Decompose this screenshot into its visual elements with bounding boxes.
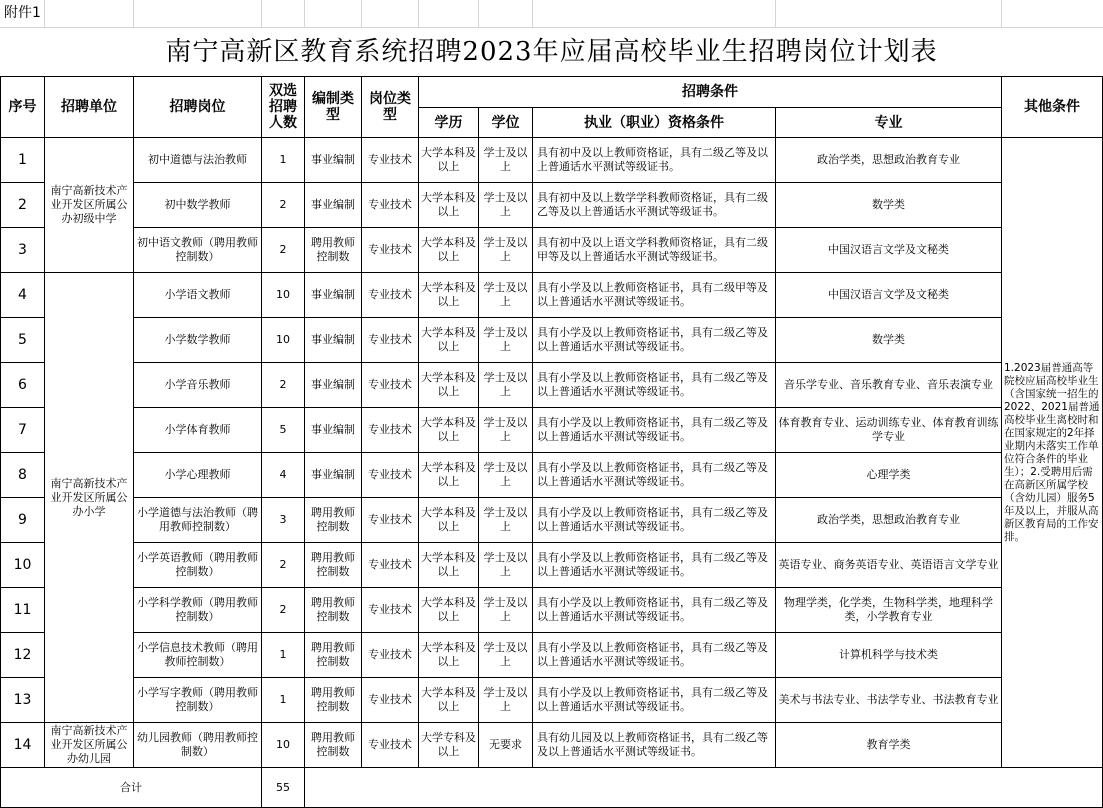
row-degree: 学士及以上	[479, 363, 533, 408]
row-position: 小学写字教师（聘用教师控制数）	[134, 678, 262, 723]
row-major: 政治学类，思想政治教育专业	[776, 138, 1002, 183]
table-row	[1, 543, 1103, 588]
header-staffing: 编制类型	[305, 77, 362, 138]
row-position: 小学数学教师	[134, 318, 262, 363]
row-education: 大学本科及以上	[419, 318, 479, 363]
row-post-type: 专业技术	[362, 453, 419, 498]
row-post-type: 专业技术	[362, 273, 419, 318]
row-major: 英语专业、商务英语专业、英语语言文学专业	[776, 543, 1002, 588]
row-position: 初中语文教师（聘用教师控制数）	[134, 228, 262, 273]
row-staffing: 事业编制	[305, 318, 362, 363]
row-count: 2	[262, 363, 305, 408]
row-post-type: 专业技术	[362, 408, 419, 453]
row-staffing: 事业编制	[305, 363, 362, 408]
row-degree: 学士及以上	[479, 498, 533, 543]
unit-primary-school: 南宁高新技术产业开发区所属公办小学	[45, 273, 134, 723]
row-qualification: 具有小学及以上教师资格证书，具有二级乙等及以上普通话水平测试等级证书。	[533, 543, 776, 588]
row-count: 10	[262, 318, 305, 363]
row-major: 计算机科学与技术类	[776, 633, 1002, 678]
row-degree: 学士及以上	[479, 138, 533, 183]
row-degree: 学士及以上	[479, 183, 533, 228]
row-staffing: 聘用教师控制数	[305, 588, 362, 633]
row-education: 大学本科及以上	[419, 498, 479, 543]
row-seq: 2	[1, 183, 45, 228]
row-count: 1	[262, 138, 305, 183]
row-degree: 学士及以上	[479, 318, 533, 363]
row-qualification: 具有幼儿园及以上教师资格证书，具有二级乙等及以上普通话水平测试等级证书。	[533, 723, 776, 768]
row-staffing: 聘用教师控制数	[305, 228, 362, 273]
row-staffing: 事业编制	[305, 453, 362, 498]
row-seq: 7	[1, 408, 45, 453]
row-seq: 4	[1, 273, 45, 318]
row-count: 2	[262, 543, 305, 588]
row-major: 政治学类，思想政治教育专业	[776, 498, 1002, 543]
table-row	[1, 633, 1103, 678]
header-post-type: 岗位类型	[362, 77, 419, 138]
row-education: 大学本科及以上	[419, 678, 479, 723]
row-education: 大学本科及以上	[419, 138, 479, 183]
row-qualification: 具有小学及以上教师资格证书，具有二级乙等及以上普通话水平测试等级证书。	[533, 633, 776, 678]
row-position: 初中道德与法治教师	[134, 138, 262, 183]
header-count: 双选招聘人数	[262, 77, 305, 138]
row-major: 音乐学专业、音乐教育专业、音乐表演专业	[776, 363, 1002, 408]
row-count: 5	[262, 408, 305, 453]
row-post-type: 专业技术	[362, 318, 419, 363]
row-degree: 学士及以上	[479, 588, 533, 633]
row-qualification: 具有小学及以上教师资格证书，具有二级乙等及以上普通话水平测试等级证书。	[533, 363, 776, 408]
row-position: 小学体育教师	[134, 408, 262, 453]
table-row	[1, 678, 1103, 723]
row-seq: 6	[1, 363, 45, 408]
row-degree: 学士及以上	[479, 228, 533, 273]
row-degree: 学士及以上	[479, 633, 533, 678]
unit-middle-school: 南宁高新技术产业开发区所属公办初级中学	[45, 138, 134, 273]
row-major: 中国汉语言文学及文秘类	[776, 228, 1002, 273]
row-qualification: 具有小学及以上教师资格证书，具有二级乙等及以上普通话水平测试等级证书。	[533, 453, 776, 498]
row-degree: 学士及以上	[479, 453, 533, 498]
row-qualification: 具有小学及以上教师资格证书，具有二级甲等及以上普通话水平测试等级证书。	[533, 273, 776, 318]
row-count: 1	[262, 633, 305, 678]
table-row	[1, 138, 1103, 183]
row-qualification: 具有初中及以上教师资格证，具有二级乙等及以上普通话水平测试等级证书。	[533, 138, 776, 183]
row-major: 中国汉语言文学及文秘类	[776, 273, 1002, 318]
row-staffing: 聘用教师控制数	[305, 543, 362, 588]
row-degree: 学士及以上	[479, 408, 533, 453]
row-qualification: 具有小学及以上教师资格证书，具有二级乙等及以上普通话水平测试等级证书。	[533, 678, 776, 723]
row-staffing: 聘用教师控制数	[305, 723, 362, 768]
row-post-type: 专业技术	[362, 543, 419, 588]
row-post-type: 专业技术	[362, 723, 419, 768]
row-education: 大学本科及以上	[419, 228, 479, 273]
row-staffing: 事业编制	[305, 408, 362, 453]
row-qualification: 具有初中及以上数学学科教师资格证，具有二级乙等及以上普通话水平测试等级证书。	[533, 183, 776, 228]
row-major: 数学类	[776, 183, 1002, 228]
row-degree: 学士及以上	[479, 543, 533, 588]
row-qualification: 具有小学及以上教师资格证书，具有二级乙等及以上普通话水平测试等级证书。	[533, 408, 776, 453]
header-other: 其他条件	[1002, 77, 1103, 138]
recruitment-table	[0, 76, 1103, 808]
row-staffing: 聘用教师控制数	[305, 633, 362, 678]
row-staffing: 事业编制	[305, 138, 362, 183]
table-row	[1, 273, 1103, 318]
row-post-type: 专业技术	[362, 138, 419, 183]
page-title: 南宁高新区教育系统招聘2023年应届高校毕业生招聘岗位计划表	[165, 37, 938, 67]
total-label: 合计	[1, 768, 262, 808]
row-education: 大学本科及以上	[419, 633, 479, 678]
row-post-type: 专业技术	[362, 183, 419, 228]
table-row	[1, 498, 1103, 543]
total-count: 55	[262, 768, 305, 808]
row-seq: 3	[1, 228, 45, 273]
row-count: 2	[262, 588, 305, 633]
row-position: 小学英语教师（聘用教师控制数）	[134, 543, 262, 588]
row-major: 心理学类	[776, 453, 1002, 498]
table-row	[1, 453, 1103, 498]
row-seq: 14	[1, 723, 45, 768]
table-row	[1, 408, 1103, 453]
row-count: 3	[262, 498, 305, 543]
table-row	[1, 228, 1103, 273]
row-staffing: 事业编制	[305, 183, 362, 228]
row-count: 4	[262, 453, 305, 498]
row-education: 大学专科及以上	[419, 723, 479, 768]
row-education: 大学本科及以上	[419, 363, 479, 408]
row-post-type: 专业技术	[362, 363, 419, 408]
row-post-type: 专业技术	[362, 633, 419, 678]
row-major: 体育教育专业、运动训练专业、体育教育训练学专业	[776, 408, 1002, 453]
row-post-type: 专业技术	[362, 228, 419, 273]
row-position: 小学语文教师	[134, 273, 262, 318]
row-staffing: 聘用教师控制数	[305, 678, 362, 723]
row-post-type: 专业技术	[362, 678, 419, 723]
row-seq: 11	[1, 588, 45, 633]
row-position: 小学信息技术教师（聘用教师控制数）	[134, 633, 262, 678]
row-position: 小学科学教师（聘用教师控制数）	[134, 588, 262, 633]
row-education: 大学本科及以上	[419, 543, 479, 588]
row-qualification: 具有小学及以上教师资格证书，具有二级乙等及以上普通话水平测试等级证书。	[533, 318, 776, 363]
row-count: 1	[262, 678, 305, 723]
row-major: 数学类	[776, 318, 1002, 363]
attachment-label: 附件1	[4, 5, 41, 21]
row-education: 大学本科及以上	[419, 588, 479, 633]
row-major: 物理学类，化学类，生物科学类，地理科学类，小学教育专业	[776, 588, 1002, 633]
row-count: 10	[262, 273, 305, 318]
table-row	[1, 723, 1103, 768]
row-seq: 10	[1, 543, 45, 588]
header-degree: 学位	[479, 108, 533, 138]
total-row	[1, 768, 1103, 808]
unit-kindergarten: 南宁高新技术产业开发区所属公办幼儿园	[45, 723, 134, 768]
row-major: 美术与书法专业、书法学专业、书法教育专业	[776, 678, 1002, 723]
row-education: 大学本科及以上	[419, 183, 479, 228]
header-education: 学历	[419, 108, 479, 138]
row-position: 幼儿园教师（聘用教师控制数）	[134, 723, 262, 768]
row-post-type: 专业技术	[362, 588, 419, 633]
row-qualification: 具有初中及以上语文学科教师资格证，具有二级甲等及以上普通话水平测试等级证书。	[533, 228, 776, 273]
row-count: 10	[262, 723, 305, 768]
row-major: 教育学类	[776, 723, 1002, 768]
row-education: 大学本科及以上	[419, 453, 479, 498]
header-seq: 序号	[1, 77, 45, 138]
row-degree: 无要求	[479, 723, 533, 768]
row-position: 初中数学教师	[134, 183, 262, 228]
header-qualification: 执业（职业）资格条件	[533, 108, 776, 138]
header-unit: 招聘单位	[45, 77, 134, 138]
row-education: 大学本科及以上	[419, 273, 479, 318]
attachment-row	[0, 0, 1103, 28]
row-seq: 12	[1, 633, 45, 678]
header-position: 招聘岗位	[134, 77, 262, 138]
row-position: 小学道德与法治教师（聘用教师控制数）	[134, 498, 262, 543]
row-post-type: 专业技术	[362, 498, 419, 543]
row-seq: 5	[1, 318, 45, 363]
row-qualification: 具有小学及以上教师资格证书，具有二级乙等及以上普通话水平测试等级证书。	[533, 588, 776, 633]
table-row	[1, 183, 1103, 228]
row-seq: 8	[1, 453, 45, 498]
table-row	[1, 318, 1103, 363]
total-empty	[305, 768, 1103, 808]
row-staffing: 事业编制	[305, 273, 362, 318]
row-degree: 学士及以上	[479, 678, 533, 723]
row-staffing: 聘用教师控制数	[305, 498, 362, 543]
row-qualification: 具有小学及以上教师资格证书，具有二级乙等及以上普通话水平测试等级证书。	[533, 498, 776, 543]
table-row	[1, 363, 1103, 408]
row-position: 小学音乐教师	[134, 363, 262, 408]
row-degree: 学士及以上	[479, 273, 533, 318]
row-position: 小学心理教师	[134, 453, 262, 498]
row-seq: 9	[1, 498, 45, 543]
other-conditions: 1.2023届普通高等院校应届高校毕业生（含国家统一招生的2022、2021届普通高校毕业生离校时和在国家规定的2年择业期内未落实工作单位符合条件的毕业生）；2.受聘用后需在高新区所属学校（含幼儿园）服务5年及以上，并服从高新区教育局的工作安排。	[1002, 138, 1103, 768]
row-seq: 1	[1, 138, 45, 183]
row-count: 2	[262, 183, 305, 228]
header-conditions: 招聘条件	[419, 77, 1002, 108]
row-count: 2	[262, 228, 305, 273]
table-row	[1, 588, 1103, 633]
header-major: 专业	[776, 108, 1002, 138]
row-seq: 13	[1, 678, 45, 723]
row-education: 大学本科及以上	[419, 408, 479, 453]
